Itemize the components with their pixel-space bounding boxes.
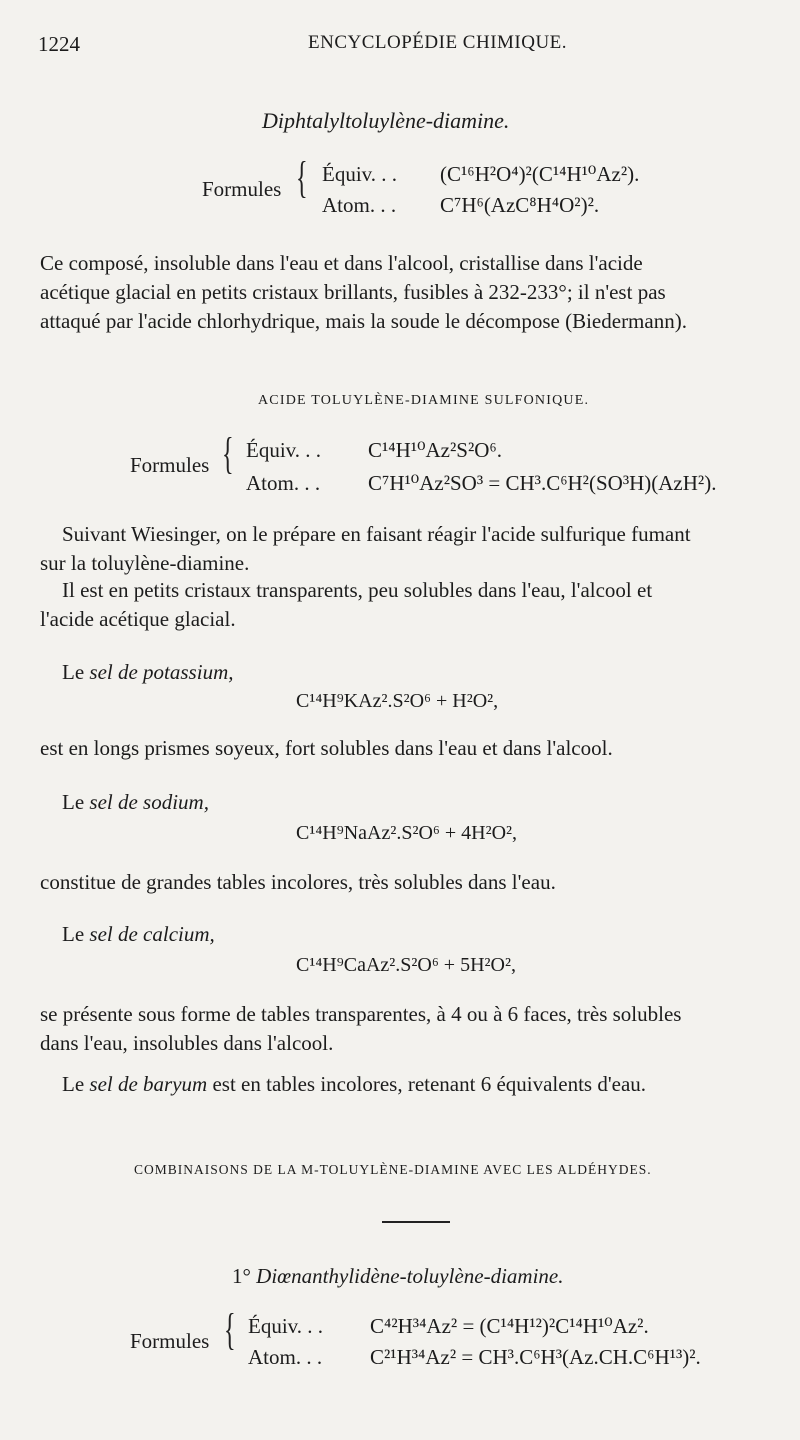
page-number: 1224 [38,32,80,56]
text-line: Suivant Wiesinger, on le prépare en faisant réagir l'acide sulfurique fumant [62,522,691,546]
atom-formula: C⁷H⁶(AzC⁸H⁴O²)². [440,193,600,217]
running-title: ENCYCLOPÉDIE CHIMIQUE. [308,32,568,53]
salt-name: sel de sodium, [89,790,209,814]
salt-intro [62,660,233,685]
intro-text: Le [62,660,90,684]
salt-name: sel de potassium, [89,660,234,684]
paragraph [40,576,770,634]
compound-name: Diœnanthylidène-toluylène-diamine. [256,1264,564,1288]
formulas-label: Formules [130,453,210,477]
salt-description: est en tables incolores, retenant 6 équivalents d'eau. [207,1072,647,1096]
text-line: sur la toluylène-diamine. [40,551,250,575]
atom-label: Atom. . . [248,1345,323,1369]
atom-label: Atom. . . [322,193,397,217]
equiv-formula: C¹⁴H¹⁰Az²S²O⁶. [368,438,502,462]
chemical-formula: C¹⁴H⁹KAz².S²O⁶ + H²O², [296,690,499,712]
equiv-label: Équiv. . . [322,162,398,186]
salt-intro [62,790,209,815]
text-line: dans l'eau, insolubles dans l'alcool. [40,1031,334,1055]
brace-icon: { [296,153,308,202]
page-header [38,32,770,62]
paragraph [40,520,770,578]
chemical-formula: C¹⁴H⁹NaAz².S²O⁶ + 4H²O², [296,822,518,844]
text-line: se présente sous forme de tables transparentes, à 4 ou à 6 faces, très solubles [40,1002,682,1026]
intro-text: Le [62,922,90,946]
atom-formula: C⁷H¹⁰Az²SO³ = CH³.C⁶H²(SO³H)(AzH²). [368,471,717,495]
brace-icon: { [222,429,234,478]
salt-description [40,1000,770,1058]
text-line: attaqué par l'acide chlorhydrique, mais la soude le décompose (Biedermann). [40,309,687,333]
salt-description: est en longs prismes soyeux, fort solubles dans l'eau et dans l'alcool. [40,736,613,760]
salt-name: sel de baryum [89,1072,208,1096]
equiv-label: Équiv. . . [248,1314,324,1338]
text-line: acétique glacial en petits cristaux brillants, fusibles à 232-233°; il n'est pas [40,280,666,304]
paragraph [40,249,770,336]
formulas-label: Formules [202,177,282,201]
brace-icon: { [224,1305,236,1354]
chemical-formula: C¹⁴H⁹CaAz².S²O⁶ + 5H²O², [296,954,516,976]
section-title: Diphtalyltoluylène-diamine. [262,108,510,133]
section-heading: ACIDE TOLUYLÈNE-DIAMINE SULFONIQUE. [258,393,590,408]
atom-label: Atom. . . [246,471,321,495]
intro-text: Le [62,790,90,814]
atom-formula: C²¹H³⁴Az² = CH³.C⁶H³(Az.CH.C⁶H¹³)². [370,1345,701,1369]
salt-intro [62,922,215,947]
divider-rule [382,1221,450,1223]
salt-paragraph [62,1072,646,1097]
text-line: Il est en petits cristaux transparents, peu solubles dans l'eau, l'alcool et [62,578,653,602]
formulas-label: Formules [130,1329,210,1353]
section-heading: COMBINAISONS DE LA M-TOLUYLÈNE-DIAMINE AVEC LES ALDÉHYDES. [134,1162,652,1177]
subsection-number: 1° [232,1264,251,1288]
equiv-formula: (C¹⁶H²O⁴)²(C¹⁴H¹⁰Az²). [440,162,640,186]
salt-description: constitue de grandes tables incolores, très solubles dans l'eau. [40,870,556,894]
text-line: Ce composé, insoluble dans l'eau et dans l'alcool, cristallise dans l'acide [40,251,643,275]
salt-name: sel de calcium, [89,922,215,946]
subsection-title [232,1264,564,1289]
text-line: l'acide acétique glacial. [40,607,236,631]
intro-text: Le [62,1072,90,1096]
equiv-label: Équiv. . . [246,438,322,462]
equiv-formula: C⁴²H³⁴Az² = (C¹⁴H¹²)²C¹⁴H¹⁰Az². [370,1314,649,1338]
